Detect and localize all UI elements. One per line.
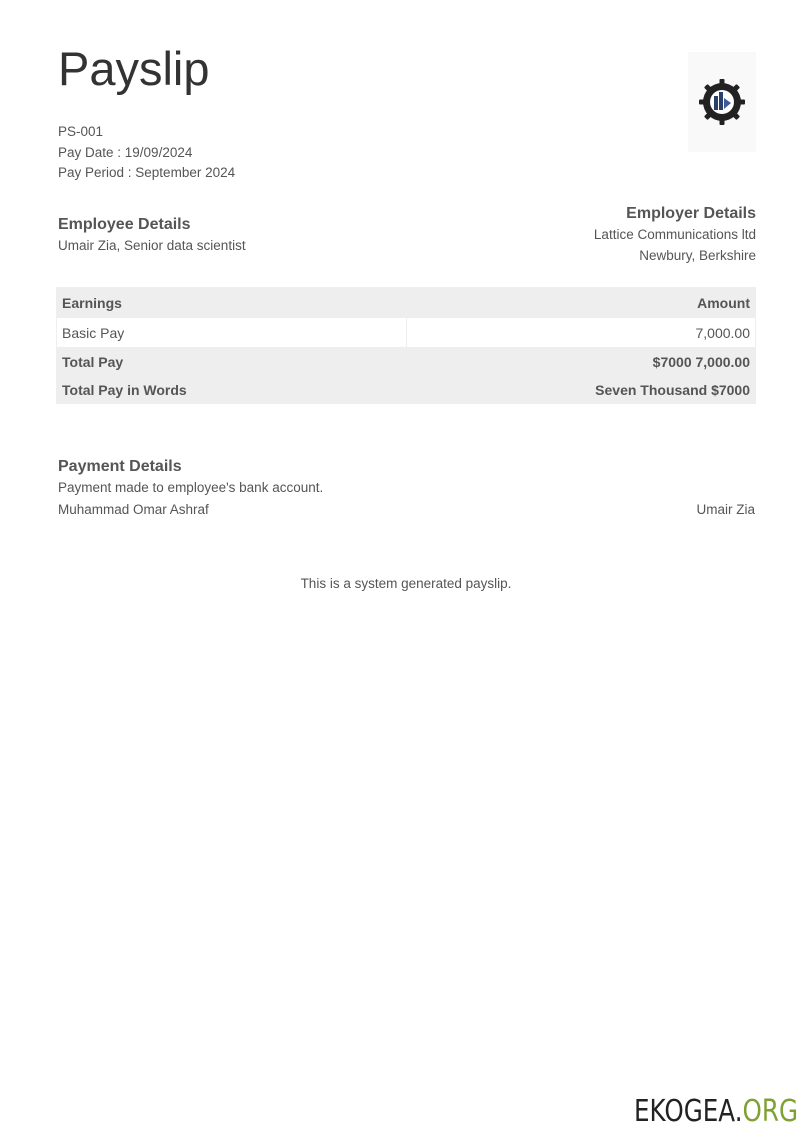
watermark-main: EKOGEA. [633, 1094, 743, 1129]
watermark-suffix: ORG [742, 1094, 798, 1129]
payment-details [58, 458, 755, 517]
employee-details-heading: Employee Details [58, 216, 191, 233]
watermark [634, 1094, 798, 1129]
system-generated-note: This is a system generated payslip. [300, 576, 512, 591]
earning-label: Basic Pay [57, 318, 407, 348]
total-pay-words-row [57, 376, 756, 404]
pay-period: Pay Period : September 2024 [58, 165, 236, 180]
table-row [57, 318, 756, 348]
company-gear-logo-icon [698, 78, 746, 126]
earnings-column-header: Earnings [57, 288, 407, 318]
table-header-row [57, 288, 756, 318]
payslip-number: PS-001 [58, 124, 104, 139]
earning-amount: 7,000.00 [407, 318, 756, 348]
payment-note: Payment made to employee's bank account. [58, 480, 324, 495]
company-logo [688, 52, 756, 152]
amount-column-header: Amount [407, 288, 756, 318]
total-pay-label: Total Pay [57, 348, 407, 376]
pay-date: Pay Date : 19/09/2024 [58, 144, 193, 160]
total-pay-words-label: Total Pay in Words [57, 376, 407, 404]
signatory-names [58, 502, 755, 517]
total-pay-value: $7000 7,000.00 [407, 348, 756, 376]
employee-name-role: Umair Zia, Senior data scientist [58, 238, 246, 253]
total-pay-row [57, 348, 756, 376]
payslip-title: Payslip [58, 42, 210, 95]
employee-signatory: Umair Zia [696, 502, 755, 517]
earnings-table [56, 287, 756, 404]
employer-details-heading: Employer Details [626, 205, 756, 222]
employer-details [594, 205, 756, 266]
employer-company: Lattice Communications ltd [593, 227, 756, 242]
total-pay-words-value: Seven Thousand $7000 [407, 376, 756, 404]
employer-signatory: Muhammad Omar Ashraf [58, 502, 209, 517]
payment-details-heading: Payment Details [58, 458, 182, 475]
payslip-meta [58, 122, 235, 184]
employee-details [58, 216, 246, 253]
employer-location: Newbury, Berkshire [639, 247, 756, 263]
